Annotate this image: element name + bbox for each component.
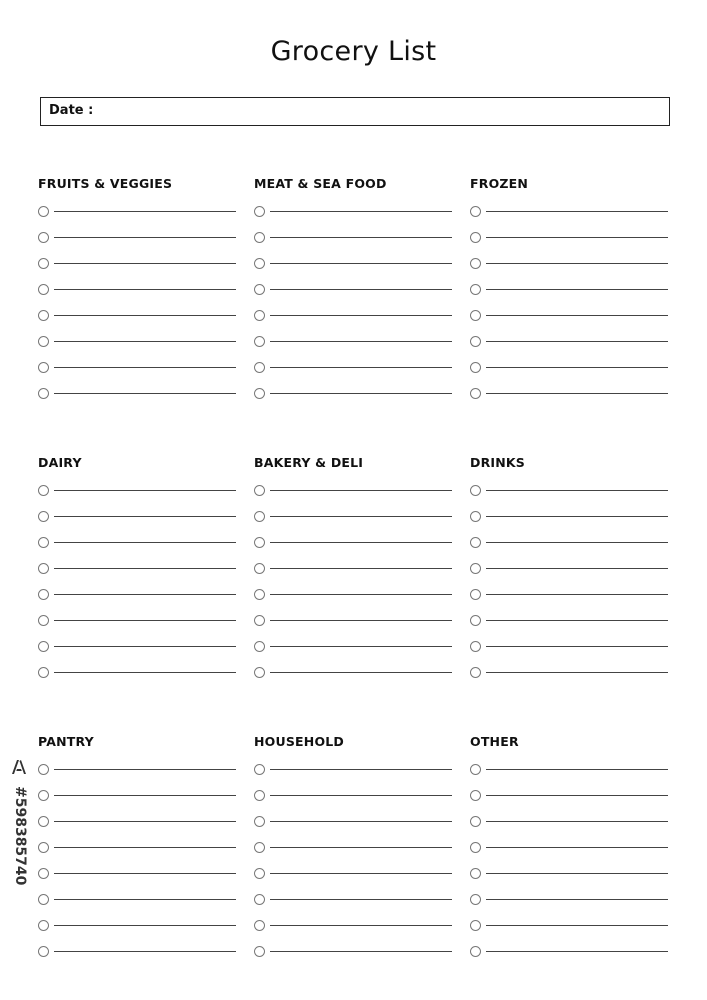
checkbox-circle[interactable] [470, 816, 481, 827]
list-item[interactable] [254, 258, 454, 284]
checkbox-circle[interactable] [470, 258, 481, 269]
checkbox-circle[interactable] [470, 842, 481, 853]
write-line[interactable] [270, 315, 452, 316]
checkbox-circle[interactable] [254, 946, 265, 957]
checkbox-circle[interactable] [254, 232, 265, 243]
list-item[interactable] [254, 206, 454, 232]
section-title: PANTRY [38, 734, 94, 749]
write-line[interactable] [54, 289, 236, 290]
write-line[interactable] [486, 367, 668, 368]
list-item[interactable] [470, 258, 670, 284]
checkbox-circle[interactable] [254, 667, 265, 678]
section-meat-sea-food [254, 177, 454, 414]
list-item[interactable] [254, 816, 454, 842]
write-line[interactable] [270, 821, 452, 822]
list-item[interactable] [254, 511, 454, 537]
checkbox-circle[interactable] [254, 816, 265, 827]
write-line[interactable] [270, 925, 452, 926]
checkbox-circle[interactable] [38, 258, 49, 269]
write-line[interactable] [486, 341, 668, 342]
checkbox-circle[interactable] [470, 868, 481, 879]
list-item[interactable] [254, 537, 454, 563]
checkbox-circle[interactable] [470, 641, 481, 652]
write-line[interactable] [486, 620, 668, 621]
section-title: FROZEN [470, 176, 529, 191]
write-line[interactable] [270, 899, 452, 900]
list-item[interactable] [38, 764, 238, 790]
list-item[interactable] [254, 485, 454, 511]
list-item[interactable] [254, 667, 454, 693]
list-item[interactable] [470, 511, 670, 537]
list-item[interactable] [38, 232, 238, 258]
list-item[interactable] [38, 336, 238, 362]
date-label: Date : [49, 103, 94, 118]
list-item[interactable] [254, 764, 454, 790]
list-item[interactable] [470, 816, 670, 842]
write-line[interactable] [54, 211, 236, 212]
list-item[interactable] [254, 615, 454, 641]
checkbox-circle[interactable] [470, 920, 481, 931]
write-line[interactable] [486, 568, 668, 569]
checkbox-circle[interactable] [38, 946, 49, 957]
checkbox-circle[interactable] [254, 764, 265, 775]
list-item[interactable] [38, 310, 238, 336]
write-line[interactable] [486, 315, 668, 316]
checkbox-circle[interactable] [470, 589, 481, 600]
write-line[interactable] [486, 263, 668, 264]
checkbox-circle[interactable] [470, 310, 481, 321]
list-item[interactable] [470, 641, 670, 667]
checkbox-circle[interactable] [38, 563, 49, 574]
section-title: BAKERY & DELI [254, 455, 364, 470]
checkbox-circle[interactable] [38, 868, 49, 879]
write-line[interactable] [270, 289, 452, 290]
write-line[interactable] [270, 847, 452, 848]
list-item[interactable] [38, 485, 238, 511]
write-line[interactable] [270, 393, 452, 394]
write-line[interactable] [54, 925, 236, 926]
write-line[interactable] [486, 769, 668, 770]
write-line[interactable] [54, 542, 236, 543]
write-line[interactable] [54, 237, 236, 238]
checkbox-circle[interactable] [254, 790, 265, 801]
list-item[interactable] [254, 336, 454, 362]
list-item[interactable] [38, 388, 238, 414]
write-line[interactable] [54, 620, 236, 621]
list-item[interactable] [38, 284, 238, 310]
write-line[interactable] [486, 211, 668, 212]
write-line[interactable] [54, 646, 236, 647]
checkbox-circle[interactable] [254, 336, 265, 347]
checkbox-circle[interactable] [470, 206, 481, 217]
section-drinks [470, 456, 670, 693]
list-item[interactable] [38, 842, 238, 868]
list-item[interactable] [470, 667, 670, 693]
list-item[interactable] [254, 894, 454, 920]
write-line[interactable] [486, 821, 668, 822]
write-line[interactable] [486, 237, 668, 238]
checkbox-circle[interactable] [254, 511, 265, 522]
checkbox-circle[interactable] [254, 258, 265, 269]
list-item[interactable] [470, 563, 670, 589]
checkbox-circle[interactable] [254, 563, 265, 574]
list-item[interactable] [470, 842, 670, 868]
write-line[interactable] [54, 672, 236, 673]
checkbox-circle[interactable] [38, 511, 49, 522]
write-line[interactable] [486, 899, 668, 900]
section-title: DAIRY [38, 455, 82, 470]
checkbox-circle[interactable] [470, 615, 481, 626]
checkbox-circle[interactable] [254, 310, 265, 321]
list-item[interactable] [470, 868, 670, 894]
write-line[interactable] [270, 516, 452, 517]
checkbox-circle[interactable] [38, 537, 49, 548]
write-line[interactable] [54, 516, 236, 517]
write-line[interactable] [54, 393, 236, 394]
checkbox-circle[interactable] [470, 485, 481, 496]
section-title: DRINKS [470, 455, 526, 470]
list-item[interactable] [470, 232, 670, 258]
checkbox-circle[interactable] [470, 336, 481, 347]
checkbox-circle[interactable] [470, 537, 481, 548]
write-line[interactable] [270, 568, 452, 569]
list-item[interactable] [470, 764, 670, 790]
write-line[interactable] [486, 795, 668, 796]
write-line[interactable] [270, 769, 452, 770]
checkbox-circle[interactable] [470, 232, 481, 243]
checkbox-circle[interactable] [38, 206, 49, 217]
section-title: OTHER [470, 734, 519, 749]
write-line[interactable] [270, 542, 452, 543]
checkbox-circle[interactable] [254, 485, 265, 496]
list-item[interactable] [38, 537, 238, 563]
date-field[interactable] [40, 97, 670, 126]
section-frozen [470, 177, 670, 414]
checkbox-circle[interactable] [470, 511, 481, 522]
list-item[interactable] [254, 388, 454, 414]
write-line[interactable] [54, 873, 236, 874]
list-item[interactable] [254, 284, 454, 310]
checkbox-circle[interactable] [254, 284, 265, 295]
checkbox-circle[interactable] [38, 790, 49, 801]
list-item[interactable] [38, 894, 238, 920]
watermark-id: #598385740 [12, 786, 28, 886]
list-item[interactable] [470, 388, 670, 414]
write-line[interactable] [486, 873, 668, 874]
section-title: MEAT & SEA FOOD [254, 176, 387, 191]
list-item[interactable] [254, 868, 454, 894]
write-line[interactable] [270, 672, 452, 673]
checkbox-circle[interactable] [38, 842, 49, 853]
list-item[interactable] [470, 336, 670, 362]
checkbox-circle[interactable] [254, 868, 265, 879]
write-line[interactable] [270, 873, 452, 874]
list-item[interactable] [38, 920, 238, 946]
write-line[interactable] [54, 769, 236, 770]
write-line[interactable] [54, 795, 236, 796]
checkbox-circle[interactable] [470, 946, 481, 957]
checkbox-circle[interactable] [470, 563, 481, 574]
checkbox-circle[interactable] [38, 816, 49, 827]
write-line[interactable] [270, 594, 452, 595]
write-line[interactable] [486, 490, 668, 491]
write-line[interactable] [270, 490, 452, 491]
checkbox-circle[interactable] [38, 615, 49, 626]
write-line[interactable] [54, 899, 236, 900]
checkbox-circle[interactable] [470, 764, 481, 775]
write-line[interactable] [270, 795, 452, 796]
list-item[interactable] [470, 362, 670, 388]
list-item[interactable] [254, 946, 454, 972]
section-title: FRUITS & VEGGIES [38, 176, 173, 191]
checkbox-circle[interactable] [470, 388, 481, 399]
list-item[interactable] [38, 511, 238, 537]
write-line[interactable] [270, 263, 452, 264]
checkbox-circle[interactable] [470, 790, 481, 801]
write-line[interactable] [54, 263, 236, 264]
list-item[interactable] [470, 537, 670, 563]
write-line[interactable] [270, 211, 452, 212]
write-line[interactable] [486, 289, 668, 290]
write-line[interactable] [270, 646, 452, 647]
list-item[interactable] [254, 641, 454, 667]
write-line[interactable] [54, 315, 236, 316]
list-item[interactable] [254, 563, 454, 589]
write-line[interactable] [486, 925, 668, 926]
page-title: Grocery List [270, 36, 437, 67]
write-line[interactable] [486, 951, 668, 952]
list-item[interactable] [470, 790, 670, 816]
write-line[interactable] [54, 490, 236, 491]
list-item[interactable] [38, 946, 238, 972]
checkbox-circle[interactable] [38, 362, 49, 373]
checkbox-circle[interactable] [38, 589, 49, 600]
write-line[interactable] [54, 341, 236, 342]
checkbox-circle[interactable] [470, 284, 481, 295]
write-line[interactable] [270, 237, 452, 238]
list-item[interactable] [254, 790, 454, 816]
checkbox-circle[interactable] [38, 284, 49, 295]
write-line[interactable] [54, 367, 236, 368]
list-item[interactable] [470, 206, 670, 232]
write-line[interactable] [486, 542, 668, 543]
write-line[interactable] [54, 951, 236, 952]
write-line[interactable] [486, 594, 668, 595]
section-fruits-veggies [38, 177, 238, 414]
list-item[interactable] [470, 310, 670, 336]
list-item[interactable] [38, 667, 238, 693]
checkbox-circle[interactable] [38, 764, 49, 775]
watermark [10, 760, 30, 970]
list-item[interactable] [38, 362, 238, 388]
checkbox-circle[interactable] [254, 894, 265, 905]
checkbox-circle[interactable] [38, 388, 49, 399]
checkbox-circle[interactable] [38, 894, 49, 905]
list-item[interactable] [254, 310, 454, 336]
write-line[interactable] [270, 341, 452, 342]
write-line[interactable] [54, 594, 236, 595]
write-line[interactable] [54, 847, 236, 848]
write-line[interactable] [486, 393, 668, 394]
list-item[interactable] [254, 232, 454, 258]
list-item[interactable] [470, 615, 670, 641]
section-household [254, 735, 454, 972]
list-item[interactable] [470, 589, 670, 615]
list-item[interactable] [38, 641, 238, 667]
list-item[interactable] [470, 894, 670, 920]
checkbox-circle[interactable] [254, 206, 265, 217]
write-line[interactable] [54, 821, 236, 822]
write-line[interactable] [54, 568, 236, 569]
checkbox-circle[interactable] [470, 667, 481, 678]
list-item[interactable] [254, 589, 454, 615]
checkbox-circle[interactable] [470, 362, 481, 373]
adobe-stock-logo-icon [11, 760, 27, 774]
list-item[interactable] [38, 563, 238, 589]
write-line[interactable] [270, 620, 452, 621]
list-item[interactable] [38, 868, 238, 894]
section-title: HOUSEHOLD [254, 734, 345, 749]
list-item[interactable] [254, 842, 454, 868]
checkbox-circle[interactable] [38, 667, 49, 678]
write-line[interactable] [270, 367, 452, 368]
list-item[interactable] [38, 816, 238, 842]
list-item[interactable] [38, 790, 238, 816]
section-dairy [38, 456, 238, 693]
write-line[interactable] [486, 646, 668, 647]
list-item[interactable] [470, 920, 670, 946]
list-item[interactable] [38, 258, 238, 284]
write-line[interactable] [486, 516, 668, 517]
list-item[interactable] [470, 946, 670, 972]
checkbox-circle[interactable] [254, 589, 265, 600]
write-line[interactable] [486, 847, 668, 848]
list-item[interactable] [38, 206, 238, 232]
checkbox-circle[interactable] [38, 641, 49, 652]
section-pantry [38, 735, 238, 972]
list-item[interactable] [254, 920, 454, 946]
list-item[interactable] [470, 284, 670, 310]
write-line[interactable] [270, 951, 452, 952]
section-bakery-deli [254, 456, 454, 693]
checkbox-circle[interactable] [38, 336, 49, 347]
list-item[interactable] [470, 485, 670, 511]
list-item[interactable] [38, 589, 238, 615]
checkbox-circle[interactable] [38, 485, 49, 496]
checkbox-circle[interactable] [254, 362, 265, 373]
checkbox-circle[interactable] [254, 920, 265, 931]
list-item[interactable] [254, 362, 454, 388]
checkbox-circle[interactable] [38, 920, 49, 931]
checkbox-circle[interactable] [254, 615, 265, 626]
section-other [470, 735, 670, 972]
checkbox-circle[interactable] [254, 641, 265, 652]
checkbox-circle[interactable] [254, 537, 265, 548]
write-line[interactable] [486, 672, 668, 673]
checkbox-circle[interactable] [38, 310, 49, 321]
checkbox-circle[interactable] [38, 232, 49, 243]
checkbox-circle[interactable] [254, 842, 265, 853]
list-item[interactable] [38, 615, 238, 641]
checkbox-circle[interactable] [470, 894, 481, 905]
checkbox-circle[interactable] [254, 388, 265, 399]
